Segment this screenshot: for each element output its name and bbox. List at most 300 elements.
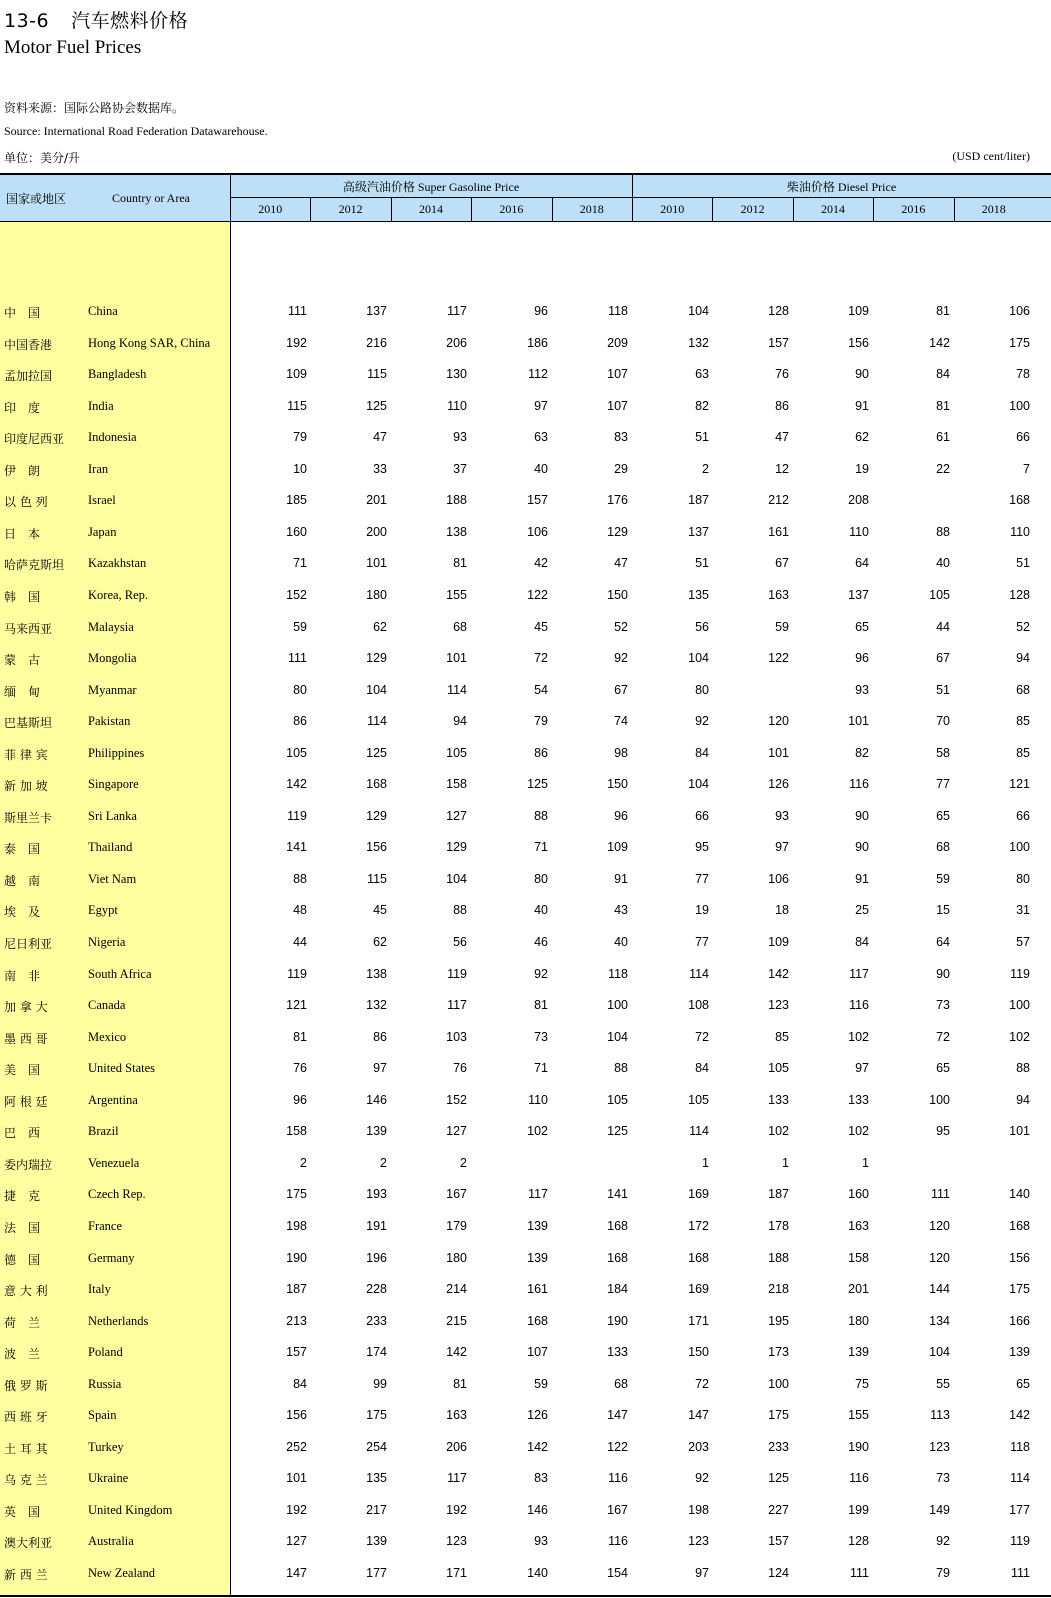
gasoline-price-2012: 216 — [366, 335, 387, 350]
diesel-price-2018: 100 — [1009, 398, 1030, 413]
diesel-price-2014: 139 — [848, 1345, 869, 1360]
diesel-price-2010: 132 — [688, 335, 709, 350]
diesel-price-2018: 177 — [1009, 1502, 1030, 1517]
gasoline-price-2012: 193 — [366, 1187, 387, 1202]
gasoline-price-2012: 47 — [373, 430, 387, 445]
gasoline-price-2012: 139 — [366, 1124, 387, 1139]
diesel-price-2014: 116 — [849, 777, 869, 792]
gasoline-price-2010: 48 — [293, 903, 307, 918]
diesel-price-2014: 116 — [849, 1471, 869, 1486]
country-name-cn: 泰 国 — [4, 842, 41, 857]
gasoline-price-2016: 186 — [527, 335, 548, 350]
gasoline-price-2014: 215 — [446, 1313, 467, 1328]
diesel-price-2012: 102 — [768, 1124, 789, 1139]
country-name-en: Kazakhstan — [88, 556, 147, 571]
diesel-price-2016: 104 — [929, 1345, 950, 1360]
diesel-price-2018: 168 — [1009, 1218, 1030, 1233]
diesel-price-2014: 133 — [848, 1092, 869, 1107]
diesel-price-2010: 80 — [695, 682, 709, 697]
diesel-price-2016: 111 — [930, 1187, 950, 1202]
gasoline-price-2014: 158 — [446, 777, 467, 792]
gasoline-year-2018: 2018 — [579, 202, 604, 216]
diesel-price-2012: 227 — [768, 1502, 789, 1517]
country-name-cn: 法 国 — [4, 1220, 41, 1235]
gasoline-price-2014: 117 — [447, 1471, 467, 1486]
table-row — [0, 1124, 1051, 1156]
diesel-price-2018: 168 — [1009, 493, 1030, 508]
gasoline-price-2010: 109 — [286, 367, 307, 382]
table-row — [0, 935, 1051, 967]
gasoline-price-2010: 96 — [293, 1092, 307, 1107]
country-name-en: Mongolia — [88, 651, 137, 666]
gasoline-price-2012: 254 — [366, 1439, 387, 1454]
country-name-en: Hong Kong SAR, China — [88, 335, 211, 350]
gasoline-price-2010: 141 — [286, 840, 307, 855]
header-grid-line — [793, 197, 794, 221]
table-title-cn — [4, 6, 188, 33]
gasoline-price-2010: 157 — [286, 1345, 307, 1360]
diesel-price-2014: 64 — [855, 556, 869, 571]
country-name-cn: 捷 克 — [4, 1189, 41, 1204]
gasoline-price-2014: 127 — [446, 1124, 467, 1139]
gasoline-price-2018: 168 — [607, 1218, 628, 1233]
diesel-price-2012: 187 — [768, 1187, 789, 1202]
gasoline-price-2016: 40 — [534, 903, 548, 918]
table-row — [0, 1187, 1051, 1219]
diesel-price-2018: 139 — [1009, 1345, 1030, 1360]
diesel-price-2010: 150 — [688, 1345, 709, 1360]
gasoline-year-2010: 2010 — [258, 202, 283, 216]
table-row — [0, 998, 1051, 1030]
gasoline-price-2014: 114 — [447, 682, 467, 697]
diesel-price-2016: 70 — [936, 714, 950, 729]
gasoline-price-2012: 201 — [366, 493, 387, 508]
gasoline-price-2014: 117 — [447, 998, 467, 1013]
diesel-price-2018: 85 — [1016, 745, 1030, 760]
diesel-price-2012: 173 — [768, 1345, 789, 1360]
gasoline-price-2010: 80 — [293, 682, 307, 697]
diesel-price-2012: 218 — [768, 1282, 789, 1297]
diesel-price-2014: 156 — [848, 335, 869, 350]
country-name-cn: 意 大 利 — [4, 1284, 48, 1299]
table-row — [0, 430, 1051, 462]
gasoline-year-2016: 2016 — [499, 202, 524, 216]
gasoline-price-2012: 233 — [366, 1313, 387, 1328]
diesel-price-2014: 110 — [849, 524, 869, 539]
table-row — [0, 304, 1051, 336]
diesel-price-2010: 171 — [688, 1313, 709, 1328]
gasoline-price-2012: 62 — [373, 619, 387, 634]
diesel-price-2016: 55 — [936, 1376, 950, 1391]
gasoline-price-2014: 188 — [446, 493, 467, 508]
table-row — [0, 1566, 1051, 1598]
gasoline-price-2012: 168 — [366, 777, 387, 792]
gasoline-price-2016: 139 — [527, 1218, 548, 1233]
gasoline-price-2014: 56 — [453, 935, 467, 949]
diesel-price-2016: 123 — [929, 1439, 950, 1454]
gasoline-price-2010: 44 — [293, 935, 307, 949]
gasoline-price-2018: 91 — [614, 871, 628, 886]
gasoline-price-2010: 105 — [286, 745, 307, 760]
gasoline-price-2010: 115 — [287, 398, 307, 413]
gasoline-price-2016: 88 — [534, 808, 548, 823]
country-name-en: Argentina — [88, 1092, 138, 1107]
gasoline-price-2014: 68 — [453, 619, 467, 634]
diesel-price-2016: 81 — [936, 304, 950, 318]
table-row — [0, 1251, 1051, 1283]
table-row — [0, 683, 1051, 715]
gasoline-price-2018: 116 — [608, 1471, 628, 1486]
gasoline-price-2018: 122 — [607, 1439, 628, 1454]
gasoline-price-2012: 45 — [373, 903, 387, 918]
diesel-price-2016: 90 — [936, 966, 950, 981]
country-name-cn: 马来西亚 — [4, 621, 53, 636]
gasoline-price-2010: 71 — [293, 556, 307, 571]
gasoline-price-2016: 93 — [534, 1534, 548, 1549]
diesel-price-2014: 111 — [849, 1566, 869, 1580]
diesel-price-2016: 22 — [936, 461, 950, 476]
diesel-price-2016: 67 — [936, 651, 950, 666]
diesel-price-2018: 66 — [1016, 430, 1030, 445]
country-name-en: Israel — [88, 493, 116, 508]
diesel-price-2016: 92 — [936, 1534, 950, 1549]
gasoline-price-2018: 118 — [608, 304, 628, 318]
country-name-en: Mexico — [88, 1029, 127, 1044]
diesel-price-2014: 208 — [848, 493, 869, 508]
country-name-cn: 新 西 兰 — [4, 1568, 48, 1582]
gasoline-price-2018: 133 — [607, 1345, 628, 1360]
country-name-cn: 伊 朗 — [4, 463, 41, 478]
table-row — [0, 336, 1051, 368]
gasoline-price-2018: 105 — [607, 1092, 628, 1107]
country-name-cn: 印度尼西亚 — [4, 432, 65, 447]
gasoline-price-2010: 127 — [286, 1534, 307, 1549]
gasoline-price-2018: 109 — [607, 840, 628, 855]
country-name-cn: 尼日利亚 — [4, 937, 53, 951]
diesel-price-2012: 157 — [768, 1534, 789, 1549]
diesel-price-2010: 169 — [688, 1282, 709, 1297]
diesel-price-2014: 137 — [848, 587, 869, 602]
diesel-price-2018: 57 — [1016, 935, 1030, 949]
diesel-price-2010: 168 — [688, 1250, 709, 1265]
table-row — [0, 556, 1051, 588]
country-name-cn: 英 国 — [4, 1504, 41, 1519]
diesel-price-2016: 68 — [936, 840, 950, 855]
country-name-cn: 土 耳 其 — [4, 1441, 48, 1456]
gasoline-price-2010: 187 — [286, 1282, 307, 1297]
table-row — [0, 399, 1051, 431]
table-row — [0, 462, 1051, 494]
gasoline-price-2010: 175 — [286, 1187, 307, 1202]
diesel-price-2014: 90 — [855, 840, 869, 855]
gasoline-price-2018: 190 — [607, 1313, 628, 1328]
gasoline-price-2016: 54 — [534, 682, 548, 697]
gasoline-price-2010: 192 — [286, 1502, 307, 1517]
source-cn: 资料来源：国际公路协会数据库。 — [4, 101, 185, 115]
diesel-price-2018: 80 — [1016, 871, 1030, 886]
diesel-price-2016: 84 — [936, 367, 950, 382]
diesel-price-2012: 142 — [768, 966, 789, 981]
table-row — [0, 651, 1051, 683]
table-row — [0, 1061, 1051, 1093]
table-row — [0, 1534, 1051, 1566]
country-name-en: New Zealand — [88, 1566, 155, 1580]
country-name-cn: 巴基斯坦 — [4, 716, 53, 731]
gasoline-price-2016: 81 — [534, 998, 548, 1013]
country-name-en: Poland — [88, 1345, 123, 1360]
diesel-price-2018: 110 — [1010, 524, 1030, 539]
diesel-price-2010: 77 — [695, 871, 709, 886]
diesel-price-2010: 169 — [688, 1187, 709, 1202]
table-row — [0, 840, 1051, 872]
diesel-price-2018: 111 — [1010, 1566, 1030, 1580]
gasoline-price-2014: 101 — [446, 651, 467, 666]
country-name-en: Venezuela — [88, 1155, 140, 1170]
country-name-cn: 巴 西 — [4, 1126, 41, 1141]
gasoline-price-2016: 86 — [534, 745, 548, 760]
gasoline-price-2018: 118 — [608, 966, 628, 981]
gasoline-price-2016: 122 — [527, 587, 548, 602]
unit-cn: 单位：美分/升 — [4, 151, 81, 165]
source-en: Source: International Road Federation Datawarehouse. — [4, 124, 268, 138]
gasoline-price-2010: 88 — [293, 871, 307, 886]
table-row — [0, 588, 1051, 620]
diesel-price-2016: 113 — [930, 1408, 950, 1423]
gasoline-price-2012: 132 — [366, 998, 387, 1013]
country-name-en: South Africa — [88, 966, 152, 981]
diesel-price-2014: 19 — [855, 461, 869, 476]
gasoline-price-2010: 252 — [286, 1439, 307, 1454]
gasoline-price-2010: 101 — [286, 1471, 307, 1486]
gasoline-price-2010: 160 — [286, 524, 307, 539]
diesel-price-2018: 100 — [1009, 840, 1030, 855]
gasoline-price-2018: 83 — [614, 430, 628, 445]
gasoline-price-2018: 43 — [614, 903, 628, 918]
gasoline-price-2018: 125 — [607, 1124, 628, 1139]
table-row — [0, 872, 1051, 904]
gasoline-price-2016: 157 — [527, 493, 548, 508]
gasoline-year-2012: 2012 — [338, 202, 363, 216]
gasoline-price-2014: 104 — [446, 871, 467, 886]
diesel-price-2016: 61 — [936, 430, 950, 445]
gasoline-price-2010: 119 — [287, 808, 307, 823]
header-country-en: Country or Area — [112, 190, 190, 205]
diesel-price-2018: 114 — [1010, 1471, 1030, 1486]
table-row — [0, 367, 1051, 399]
diesel-price-2016: 73 — [936, 1471, 950, 1486]
gasoline-price-2018: 129 — [607, 524, 628, 539]
diesel-price-2014: 62 — [855, 430, 869, 445]
table-row — [0, 493, 1051, 525]
country-name-cn: 荷 兰 — [4, 1315, 41, 1330]
country-name-en: Canada — [88, 998, 126, 1013]
diesel-price-2010: 97 — [695, 1566, 709, 1580]
table-row — [0, 1030, 1051, 1062]
gasoline-price-2014: 130 — [446, 367, 467, 382]
gasoline-price-2018: 150 — [607, 777, 628, 792]
diesel-price-2014: 201 — [848, 1282, 869, 1297]
gasoline-price-2012: 135 — [366, 1471, 387, 1486]
gasoline-price-2012: 125 — [366, 398, 387, 413]
country-name-en: Italy — [88, 1282, 111, 1297]
gasoline-price-2018: 141 — [607, 1187, 628, 1202]
country-name-cn: 委内瑞拉 — [4, 1157, 53, 1172]
diesel-price-2016: 64 — [936, 935, 950, 949]
gasoline-price-2010: 119 — [287, 966, 307, 981]
diesel-price-2014: 96 — [855, 651, 869, 666]
country-name-en: Japan — [88, 524, 117, 539]
diesel-price-2012: 109 — [768, 935, 789, 949]
diesel-price-2012: 161 — [768, 524, 789, 539]
diesel-price-2014: 117 — [849, 966, 869, 981]
gasoline-price-2016: 46 — [534, 935, 548, 949]
table-row — [0, 1345, 1051, 1377]
gasoline-year-2014: 2014 — [418, 202, 443, 216]
diesel-price-2010: 63 — [695, 367, 709, 382]
diesel-price-2014: 97 — [855, 1061, 869, 1076]
diesel-price-2018: 68 — [1016, 682, 1030, 697]
gasoline-price-2014: 129 — [446, 840, 467, 855]
gasoline-price-2016: 140 — [527, 1566, 548, 1580]
diesel-price-2018: 118 — [1010, 1439, 1030, 1454]
gasoline-price-2014: 155 — [446, 587, 467, 602]
gasoline-price-2016: 71 — [534, 840, 548, 855]
diesel-price-2012: 85 — [775, 1029, 789, 1044]
gasoline-price-2012: 180 — [366, 587, 387, 602]
gasoline-price-2012: 129 — [366, 651, 387, 666]
gasoline-price-2012: 156 — [366, 840, 387, 855]
diesel-price-2012: 175 — [768, 1408, 789, 1423]
diesel-year-2018: 2018 — [981, 202, 1006, 216]
gasoline-price-2016: 79 — [534, 714, 548, 729]
country-name-en: Czech Rep. — [88, 1187, 146, 1202]
diesel-price-2010: 77 — [695, 935, 709, 949]
table-row — [0, 1156, 1051, 1188]
diesel-price-2018: 51 — [1016, 556, 1030, 571]
diesel-price-2014: 199 — [848, 1502, 869, 1517]
gasoline-price-2012: 104 — [366, 682, 387, 697]
diesel-price-2012: 120 — [768, 714, 789, 729]
country-name-en: Netherlands — [88, 1313, 149, 1328]
diesel-price-2010: 114 — [689, 966, 709, 981]
gasoline-price-2014: 76 — [453, 1061, 467, 1076]
diesel-price-2018: 94 — [1016, 651, 1030, 666]
gasoline-price-2012: 115 — [367, 367, 387, 382]
diesel-price-2012: 212 — [768, 493, 789, 508]
gasoline-price-2016: 72 — [534, 651, 548, 666]
diesel-price-2018: 7 — [1023, 461, 1030, 476]
diesel-price-2018: 142 — [1009, 1408, 1030, 1423]
country-name-en: Iran — [88, 461, 109, 476]
diesel-price-2014: 90 — [855, 808, 869, 823]
country-name-en: Viet Nam — [88, 871, 137, 886]
diesel-price-2018: 102 — [1009, 1029, 1030, 1044]
country-name-cn: 以 色 列 — [4, 495, 48, 510]
fuel-price-table — [0, 173, 1051, 1596]
header-grid-line — [712, 197, 713, 221]
gasoline-price-2012: 115 — [367, 871, 387, 886]
header-grid-line — [471, 197, 472, 221]
diesel-price-2014: 101 — [848, 714, 869, 729]
country-name-en: Australia — [88, 1534, 134, 1549]
country-name-cn: 乌 克 兰 — [4, 1473, 48, 1488]
gasoline-price-2016: 146 — [527, 1502, 548, 1517]
diesel-price-2010: 203 — [688, 1439, 709, 1454]
gasoline-price-2010: 81 — [293, 1029, 307, 1044]
country-name-cn: 波 兰 — [4, 1347, 41, 1362]
gasoline-price-2014: 206 — [446, 1439, 467, 1454]
country-name-en: China — [88, 304, 118, 318]
gasoline-price-2016: 161 — [527, 1282, 548, 1297]
diesel-year-2014: 2014 — [820, 202, 845, 216]
gasoline-price-2014: 105 — [446, 745, 467, 760]
country-name-en: Bangladesh — [88, 367, 147, 382]
gasoline-price-2016: 83 — [534, 1471, 548, 1486]
diesel-price-2010: 92 — [695, 714, 709, 729]
country-name-cn: 斯里兰卡 — [4, 810, 53, 825]
gasoline-price-2018: 150 — [607, 587, 628, 602]
diesel-price-2014: 91 — [855, 398, 869, 413]
diesel-price-2010: 51 — [695, 430, 709, 445]
table-row — [0, 1408, 1051, 1440]
gasoline-price-2014: 192 — [446, 1502, 467, 1517]
gasoline-price-2014: 127 — [446, 808, 467, 823]
diesel-price-2014: 190 — [848, 1439, 869, 1454]
gasoline-price-2014: 110 — [447, 398, 467, 413]
diesel-price-2012: 122 — [768, 651, 789, 666]
diesel-price-2012: 76 — [775, 367, 789, 382]
country-name-en: Turkey — [88, 1439, 124, 1454]
diesel-year-2016: 2016 — [901, 202, 926, 216]
gasoline-price-2016: 117 — [528, 1187, 548, 1202]
country-name-en: France — [88, 1218, 123, 1233]
diesel-price-2010: 56 — [695, 619, 709, 634]
table-row — [0, 1093, 1051, 1125]
header-grid-line — [552, 197, 553, 221]
gasoline-price-2018: 29 — [614, 461, 628, 476]
diesel-price-2014: 163 — [848, 1218, 869, 1233]
diesel-price-2010: 104 — [688, 777, 709, 792]
gasoline-price-2018: 168 — [607, 1250, 628, 1265]
diesel-price-2016: 79 — [936, 1566, 950, 1580]
diesel-price-2014: 116 — [849, 998, 869, 1013]
diesel-price-2016: 105 — [929, 587, 950, 602]
diesel-price-2016: 58 — [936, 745, 950, 760]
diesel-price-2010: 104 — [688, 304, 709, 318]
gasoline-price-2014: 180 — [446, 1250, 467, 1265]
diesel-price-2012: 124 — [768, 1566, 789, 1580]
diesel-price-2014: 82 — [855, 745, 869, 760]
diesel-price-2018: 119 — [1010, 1534, 1030, 1549]
gasoline-price-2018: 184 — [607, 1282, 628, 1297]
gasoline-price-2016: 40 — [534, 461, 548, 476]
gasoline-price-2018: 116 — [608, 1534, 628, 1549]
gasoline-price-2012: 196 — [366, 1250, 387, 1265]
gasoline-price-2018: 96 — [614, 808, 628, 823]
gasoline-price-2010: 185 — [286, 493, 307, 508]
header-gasoline: 高级汽油价格 Super Gasoline Price — [342, 179, 520, 194]
country-name-cn: 蒙 古 — [4, 653, 41, 668]
diesel-price-2016: 120 — [929, 1250, 950, 1265]
table-row — [0, 1377, 1051, 1409]
gasoline-price-2016: 102 — [527, 1124, 548, 1139]
gasoline-price-2018: 176 — [607, 493, 628, 508]
diesel-price-2018: 140 — [1009, 1187, 1030, 1202]
table-row — [0, 967, 1051, 999]
diesel-price-2014: 102 — [848, 1029, 869, 1044]
diesel-price-2012: 133 — [768, 1092, 789, 1107]
country-name-en: Myanmar — [88, 682, 137, 697]
